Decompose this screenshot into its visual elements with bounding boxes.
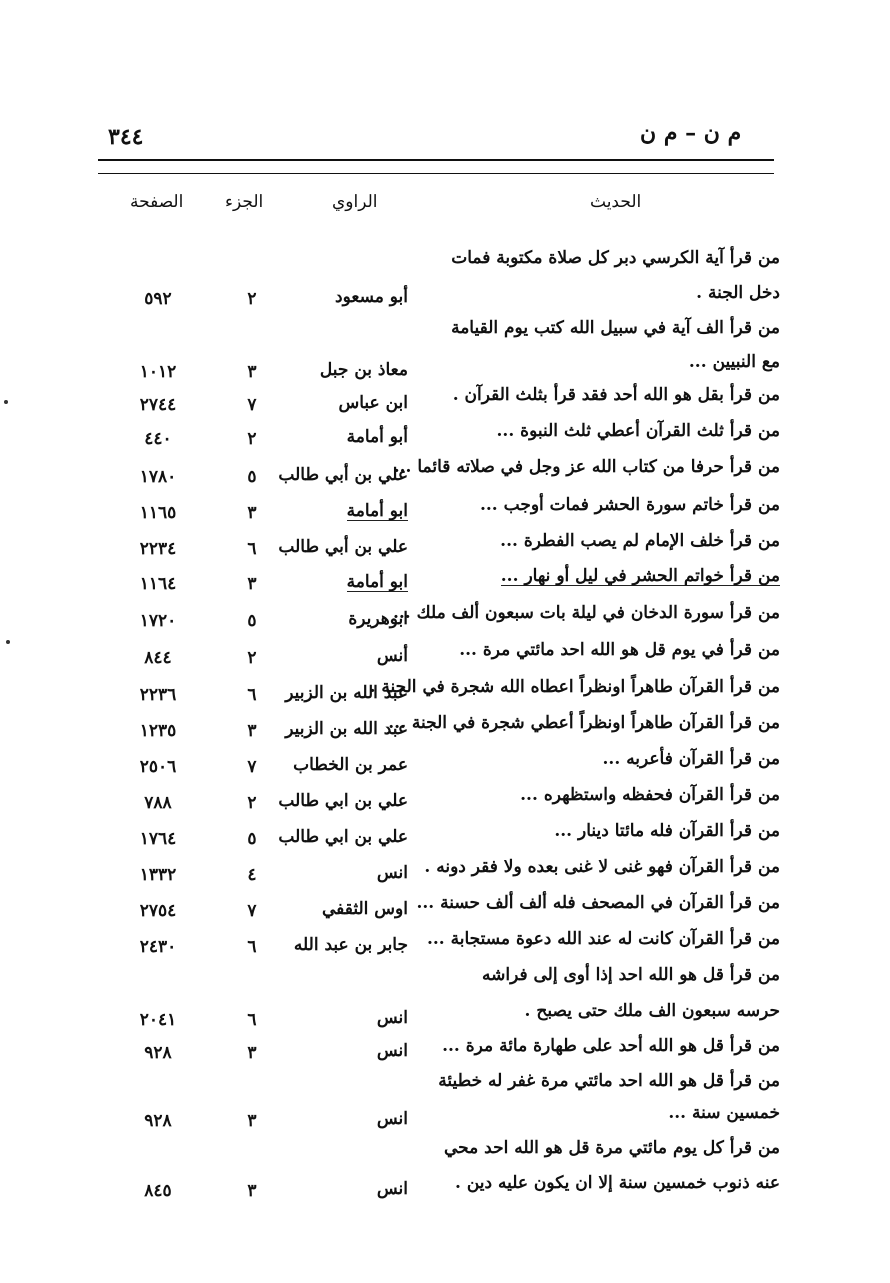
volume-number: ٢ bbox=[247, 793, 257, 813]
volume-number: ٣ bbox=[247, 503, 257, 523]
volume-number: ٦ bbox=[247, 937, 257, 957]
page-reference: ١٣٣٢ bbox=[139, 865, 177, 885]
column-header-volume: الجزء bbox=[225, 192, 264, 212]
narrator: انس bbox=[376, 1041, 408, 1061]
hadith-line: مع النبيين ... bbox=[688, 352, 780, 372]
volume-number: ٣ bbox=[247, 362, 257, 382]
hadith-line: من قرأ خلف الإمام لم يصب الفطرة ... bbox=[500, 531, 780, 551]
hadith-line: من قرأ القرآن في المصحف فله ألف ألف حسنة ... bbox=[416, 893, 780, 913]
page-reference: ٥٩٢ bbox=[144, 289, 172, 309]
page-reference: ٨٤٤ bbox=[144, 648, 172, 668]
narrator: عبد الله بن الزبير bbox=[285, 683, 408, 703]
page-reference: ٢٢٣٦ bbox=[139, 685, 177, 705]
page-reference: ٢٧٤٤ bbox=[139, 395, 177, 415]
volume-number: ٢ bbox=[247, 289, 257, 309]
narrator: انس bbox=[376, 1109, 408, 1129]
narrator: معاذ بن جبل bbox=[319, 360, 408, 380]
page-reference: ٢٤٣٠ bbox=[139, 937, 177, 957]
volume-number: ٤ bbox=[247, 865, 257, 885]
hadith-line: حرسه سبعون الف ملك حتى يصبح . bbox=[524, 1001, 780, 1021]
header-rule-thin bbox=[98, 173, 774, 174]
hadith-line: من قرأ حرفا من كتاب الله عز وجل في صلاته قائما ... bbox=[393, 457, 780, 477]
volume-number: ٧ bbox=[247, 395, 257, 415]
page-reference: ٢٧٥٤ bbox=[139, 901, 177, 921]
hadith-line: من قرأ القرآن فحفظه واستظهره ... bbox=[520, 785, 780, 805]
column-header-hadith: الحديث bbox=[590, 192, 642, 212]
volume-number: ٦ bbox=[247, 685, 257, 705]
narrator: عمر بن الخطاب bbox=[293, 755, 408, 775]
page-reference: ٢٠٤١ bbox=[139, 1010, 177, 1030]
narrator: عبد الله بن الزبير bbox=[285, 719, 408, 739]
hadith-line: من قرأ القرآن طاهراً اونظراً اعطاه الله شجرة في الجنة . bbox=[369, 677, 780, 697]
hadith-line: من قرأ القرآن فهو غنى لا غنى بعده ولا فقر دونه . bbox=[424, 857, 780, 877]
volume-number: ٣ bbox=[247, 574, 257, 594]
page-reference: ٤٤٠ bbox=[144, 429, 172, 449]
hadith-line: من قرأ خواتم الحشر في ليل أو نهار ... bbox=[500, 566, 780, 586]
volume-number: ٣ bbox=[247, 1181, 257, 1201]
hadith-line: خمسين سنة ... bbox=[668, 1103, 780, 1123]
hadith-line: من قرأ ثلث القرآن أعطي ثلث النبوة ... bbox=[496, 421, 780, 441]
scan-mark bbox=[6, 640, 10, 644]
hadith-line: من قرأ سورة الدخان في ليلة بات سبعون ألف ملك ... bbox=[392, 603, 780, 623]
page-reference: ٢٥٠٦ bbox=[139, 757, 177, 777]
volume-number: ٣ bbox=[247, 721, 257, 741]
narrator: ابوهريرة bbox=[348, 609, 408, 629]
narrator: علي بن أبي طالب bbox=[278, 465, 408, 485]
page-reference: ١١٦٤ bbox=[139, 574, 177, 594]
hadith-line: عنه ذنوب خمسين سنة إلا ان يكون عليه دين . bbox=[455, 1173, 780, 1193]
narrator: علي بن أبي طالب bbox=[278, 537, 408, 557]
column-header-narrator: الراوي bbox=[332, 192, 378, 212]
page-reference: ٩٢٨ bbox=[144, 1043, 172, 1063]
page-number: ٣٤٤ bbox=[108, 124, 144, 150]
narrator: ابن عباس bbox=[338, 393, 408, 413]
narrator: أبو أمامة bbox=[346, 427, 408, 447]
hadith-line: من قرأ القرآن طاهراً اونظراً أعطي شجرة في الجنة ... bbox=[388, 713, 780, 733]
page-reference: ١٧٢٠ bbox=[139, 611, 177, 631]
volume-number: ٣ bbox=[247, 1043, 257, 1063]
hadith-line: من قرأ آية الكرسي دبر كل صلاة مكتوبة فمات bbox=[451, 248, 780, 268]
page-reference: ٧٨٨ bbox=[144, 793, 172, 813]
page-reference: ١٧٨٠ bbox=[139, 467, 177, 487]
section-letters: م ن – م ن bbox=[640, 120, 742, 146]
hadith-line: من قرأ قل هو الله احد مائتي مرة غفر له خطيئة bbox=[438, 1071, 780, 1091]
page-reference: ١٢٣٥ bbox=[139, 721, 177, 741]
page-reference: ٢٢٣٤ bbox=[139, 539, 177, 559]
volume-number: ٧ bbox=[247, 901, 257, 921]
volume-number: ٥ bbox=[247, 829, 257, 849]
scan-mark bbox=[4, 400, 8, 404]
narrator: أنس bbox=[376, 646, 408, 666]
hadith-line: من قرأ قل هو الله احد إذا أوى إلى فراشه bbox=[481, 965, 780, 985]
narrator: علي بن ابي طالب bbox=[278, 791, 408, 811]
volume-number: ٢ bbox=[247, 429, 257, 449]
hadith-line: من قرأ كل يوم مائتي مرة قل هو الله احد محي bbox=[444, 1138, 780, 1158]
volume-number: ٦ bbox=[247, 1010, 257, 1030]
volume-number: ٥ bbox=[247, 467, 257, 487]
page-reference: ١٧٦٤ bbox=[139, 829, 177, 849]
volume-number: ٣ bbox=[247, 1111, 257, 1131]
page-reference: ١١٦٥ bbox=[139, 503, 177, 523]
hadith-line: من قرأ بقل هو الله أحد فقد قرأ بثلث القرآن . bbox=[452, 385, 780, 405]
narrator: انس bbox=[376, 863, 408, 883]
narrator: انس bbox=[376, 1179, 408, 1199]
page-reference: ٩٢٨ bbox=[144, 1111, 172, 1131]
narrator: ابو أمامة bbox=[346, 501, 408, 521]
header-rule bbox=[98, 159, 774, 161]
hadith-line: دخل الجنة . bbox=[696, 283, 780, 303]
page-reference: ١٠١٢ bbox=[139, 362, 177, 382]
narrator: ابو أمامة bbox=[346, 572, 408, 592]
narrator: انس bbox=[376, 1008, 408, 1028]
column-header-page: الصفحة bbox=[130, 192, 184, 212]
hadith-line: من قرأ القرآن كانت له عند الله دعوة مستجابة ... bbox=[426, 929, 780, 949]
hadith-line: من قرأ القرآن فأعربه ... bbox=[602, 749, 780, 769]
volume-number: ٥ bbox=[247, 611, 257, 631]
volume-number: ٢ bbox=[247, 648, 257, 668]
volume-number: ٦ bbox=[247, 539, 257, 559]
hadith-line: من قرأ في يوم قل هو الله احد مائتي مرة ... bbox=[459, 640, 780, 660]
narrator: جابر بن عبد الله bbox=[293, 935, 408, 955]
page-reference: ٨٤٥ bbox=[144, 1181, 172, 1201]
hadith-line: من قرأ الف آية في سبيل الله كتب يوم القيامة bbox=[451, 318, 780, 338]
hadith-line: من قرأ القرآن فله مائتا دينار ... bbox=[554, 821, 780, 841]
volume-number: ٧ bbox=[247, 757, 257, 777]
hadith-line: من قرأ قل هو الله أحد على طهارة مائة مرة ... bbox=[442, 1036, 780, 1056]
narrator: علي بن ابي طالب bbox=[278, 827, 408, 847]
narrator: اوس الثقفي bbox=[321, 899, 408, 919]
narrator: أبو مسعود bbox=[335, 287, 408, 307]
hadith-line: من قرأ خاتم سورة الحشر فمات أوجب ... bbox=[479, 495, 780, 515]
